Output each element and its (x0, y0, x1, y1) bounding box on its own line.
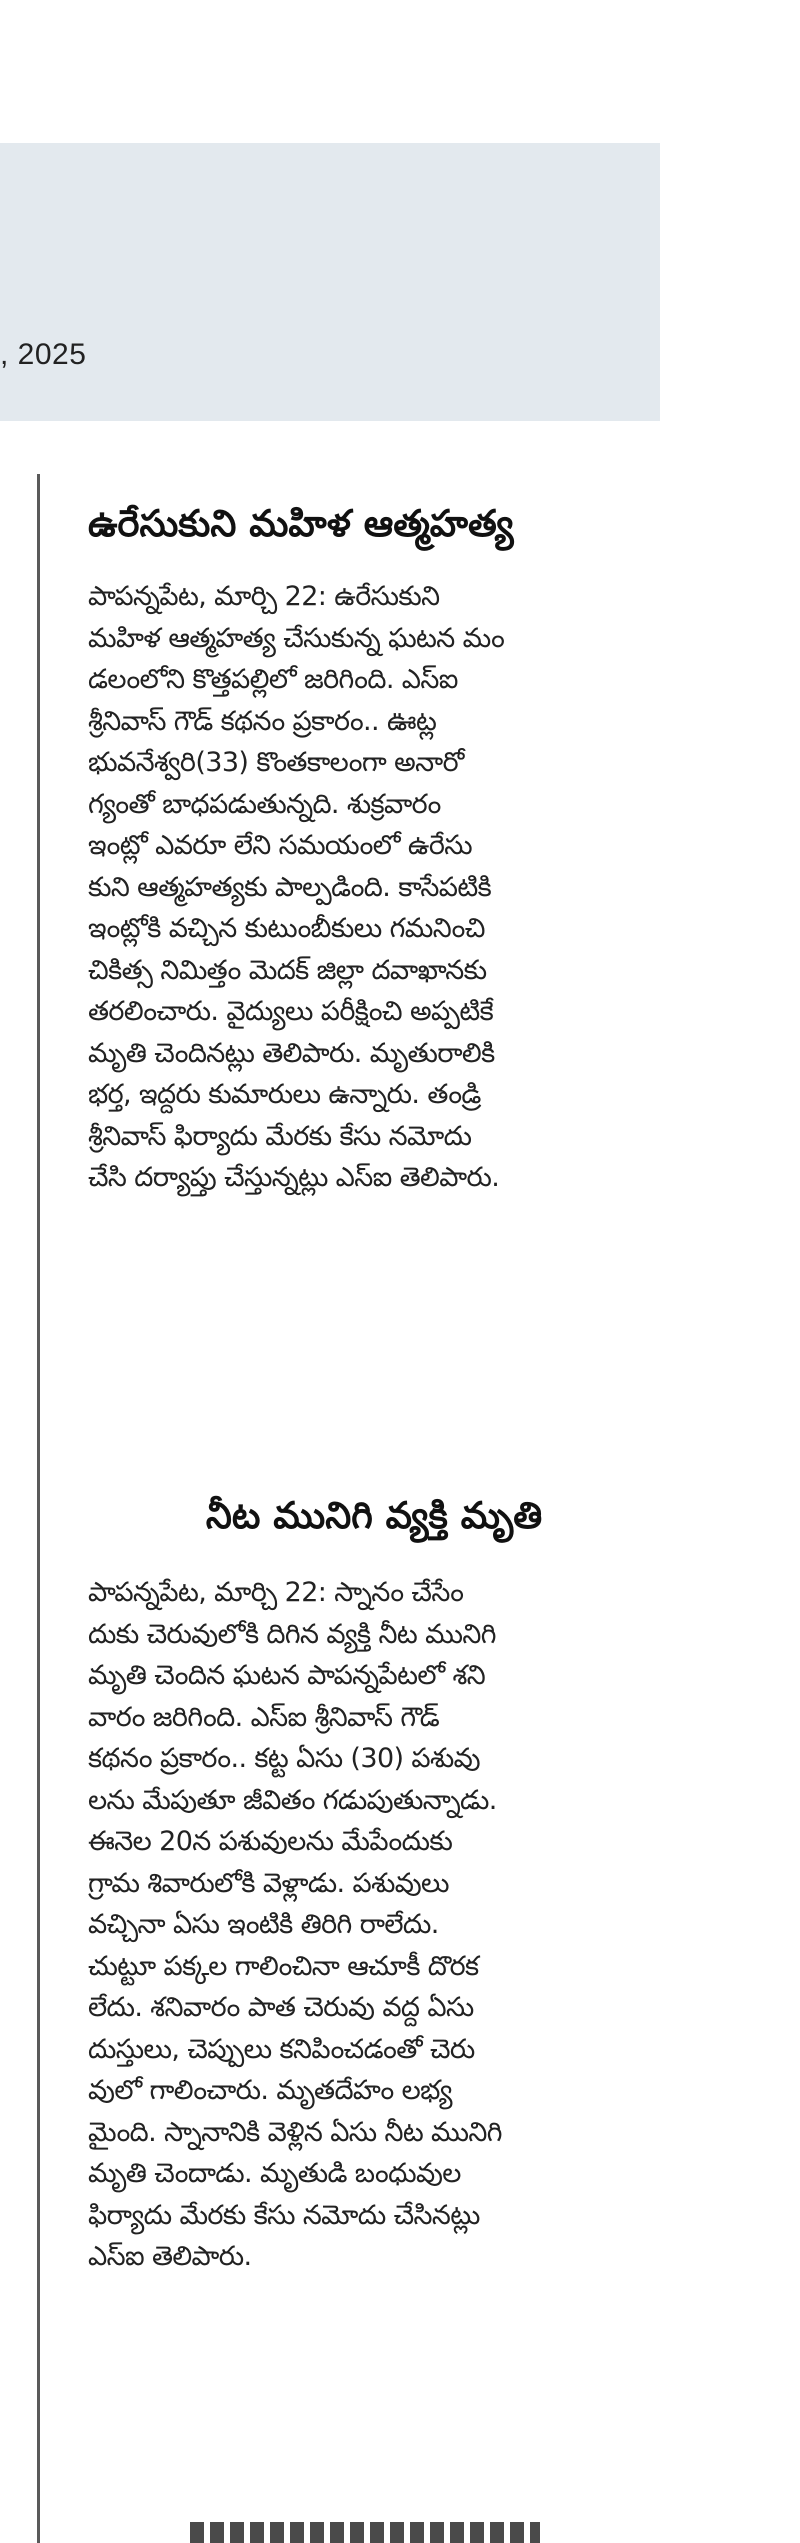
article-line: శ్రీనివాస్ గౌడ్ కథనం ప్రకారం.. ఊట్ల (88, 705, 437, 737)
article-body (88, 576, 660, 1199)
article-line: భువనేశ్వరి(33) కొంతకాలంగా అనారో (88, 747, 464, 778)
date-fragment: , 2025 (0, 338, 87, 371)
article-line: కుని ఆత్మహత్యకు పాల్పడింది. కాసేపటికి (88, 871, 492, 903)
article-line: పాపన్నపేట, మార్చి 22: ఉరేసుకుని (88, 581, 440, 612)
article-line: మృతి చెందిన ఘటన పాపన్నపేటలో శని (88, 1660, 486, 1691)
header-band (0, 143, 660, 421)
article-line: కథనం ప్రకారం.. కట్ట ఏసు (30) పశువు (88, 1743, 480, 1774)
article-line: శ్రీనివాస్ ఫిర్యాదు మేరకు కేసు నమోదు (88, 1120, 472, 1152)
article-line: వారం జరిగింది. ఎస్ఐ శ్రీనివాస్ గౌడ్ (88, 1701, 440, 1733)
article-line: వులో గాలించారు. మృతదేహం లభ్య (88, 2075, 452, 2106)
article-line: మృతి చెందాడు. మృతుడి బంధువుల (88, 2158, 461, 2189)
article-woman-suicide (88, 494, 660, 1199)
article-line: ఈనెల 20న పశువులను మేపేందుకు (88, 1826, 453, 1857)
article-line: తరలించారు. వైద్యులు పరీక్షించి అప్పటికే (88, 996, 494, 1027)
article-line: డలంలోని కొత్తపల్లిలో జరిగింది. ఎస్ఐ (88, 664, 458, 695)
article-line: లను మేపుతూ జీవితం గడుపుతున్నాడు. (88, 1784, 497, 1816)
article-line: వచ్చినా ఏసు ఇంటికి తిరిగి రాలేదు. (88, 1909, 439, 1940)
article-line: భర్త, ఇద్దరు కుమారులు ఉన్నారు. తండ్రి (88, 1079, 481, 1110)
cutoff-headline-ink (190, 2522, 540, 2543)
article-line: ఇంట్లో ఎవరూ లేని సమయంలో ఉరేసు (88, 830, 472, 861)
article-drowning-death (88, 1486, 660, 2278)
article-line: లేదు. శనివారం పాత చెరువు వద్ద ఏసు (88, 1992, 474, 2023)
article-body (88, 1572, 660, 2278)
article-line: మైంది. స్నానానికి వెళ్లిన ఏసు నీట మునిగి (88, 2116, 502, 2148)
article-headline: నీట మునిగి వ్యక్తి మృతి (205, 1494, 543, 1537)
article-line: మహిళ ఆత్మహత్య చేసుకున్న ఘటన మం (88, 622, 505, 654)
column-divider (37, 474, 40, 2543)
article-line: గ్యంతో బాధపడుతున్నది. శుక్రవారం (88, 788, 441, 820)
article-headline: ఉరేసుకుని మహిళ ఆత్మహత్య (88, 502, 514, 545)
article-line: గ్రామ శివారులోకి వెళ్లాడు. పశువులు (88, 1867, 449, 1899)
cutoff-next-headline (190, 2520, 540, 2543)
article-line: చుట్టూ పక్కల గాలించినా ఆచూకీ దొరక (88, 1950, 479, 1982)
article-line: దుస్తులు, చెప్పులు కనిపించడంతో చెరు (88, 2033, 475, 2065)
article-line: చికిత్స నిమిత్తం మెదక్ జిల్లా దవాఖానకు (88, 954, 487, 986)
article-line: ఇంట్లోకి వచ్చిన కుటుంబీకులు గమనించి (88, 913, 485, 944)
article-line: చేసి దర్యాప్తు చేస్తున్నట్లు ఎస్ఐ తెలిపారు. (88, 1162, 500, 1193)
article-line: మృతి చెందినట్లు తెలిపారు. మృతురాలికి (88, 1037, 495, 1069)
article-line: ఫిర్యాదు మేరకు కేసు నమోదు చేసినట్లు (88, 2199, 480, 2231)
article-line: ఎస్ఐ తెలిపారు. (88, 2241, 252, 2272)
article-line: దుకు చెరువులోకి దిగిన వ్యక్తి నీట మునిగి (88, 1618, 496, 1650)
article-line: పాపన్నపేట, మార్చి 22: స్నానం చేసేం (88, 1577, 464, 1608)
